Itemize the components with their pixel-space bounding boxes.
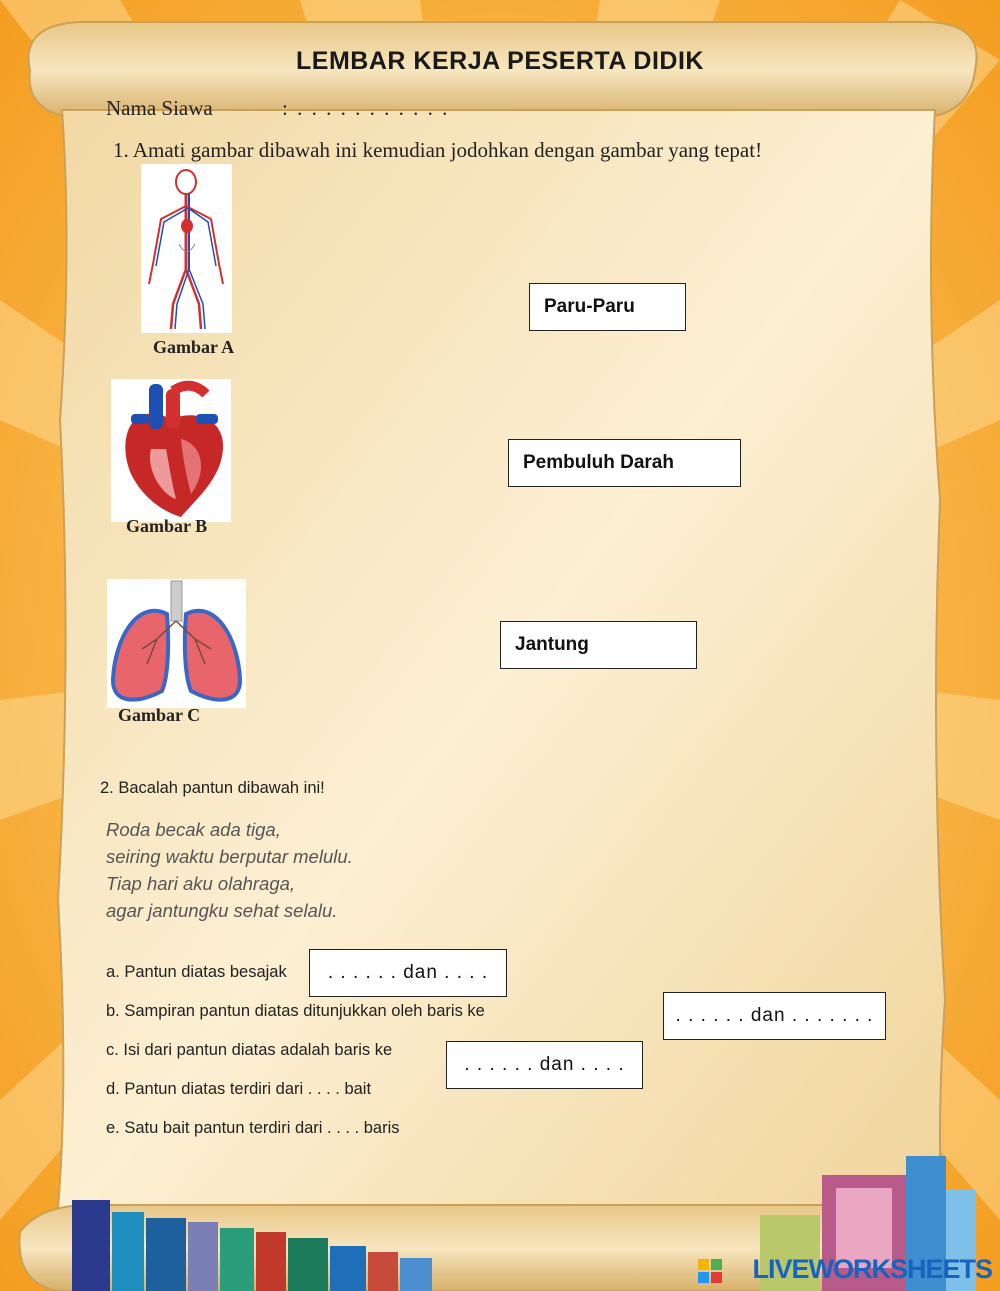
liveworksheets-logo-icon (698, 1259, 722, 1283)
caption-gambar-b: Gambar B (126, 516, 208, 536)
heart-icon[interactable] (111, 379, 231, 522)
poem-line: Tiap hari aku olahraga, (106, 873, 296, 894)
caption-gambar-c: Gambar C (118, 705, 201, 725)
question-item-c: c. Isi dari pantun diatas adalah baris ke (106, 1041, 393, 1059)
answer-blank-sampiran[interactable]: . . . . . . dan . . . . . . . (663, 992, 886, 1040)
poem-line: agar jantungku sehat selalu. (106, 900, 338, 921)
name-blank[interactable]: : . . . . . . . . . . . (282, 96, 450, 120)
answer-blank-isi[interactable]: . . . . . . dan . . . . (446, 1041, 643, 1089)
lungs-icon[interactable] (107, 579, 246, 708)
answer-box-paru-paru[interactable]: Paru-Paru (529, 283, 686, 331)
page-title: LEMBAR KERJA PESERTA DIDIK (296, 47, 704, 75)
question-1-prompt: 1. Amati gambar dibawah ini kemudian jodohkan dengan gambar yang tepat! (113, 138, 763, 162)
poem-line: seiring waktu berputar melulu. (106, 846, 353, 867)
liveworksheets-brand: LIVEWORKSHEETS (752, 1254, 992, 1284)
poem-line: Roda becak ada tiga, (106, 819, 281, 840)
question-item-d: d. Pantun diatas terdiri dari . . . . bait (106, 1080, 372, 1098)
pantun-poem (106, 816, 353, 924)
blood-vessels-icon[interactable] (141, 164, 232, 333)
answer-box-jantung[interactable]: Jantung (500, 621, 697, 669)
answer-box-pembuluh-darah[interactable]: Pembuluh Darah (508, 439, 741, 487)
question-item-a: a. Pantun diatas besajak (106, 963, 287, 981)
question-item-e: e. Satu bait pantun terdiri dari . . . . baris (106, 1119, 400, 1137)
question-item-b: b. Sampiran pantun diatas ditunjukkan oleh baris ke (106, 1002, 485, 1020)
question-2-prompt: 2. Bacalah pantun dibawah ini! (100, 779, 325, 797)
name-label: Nama Siawa (106, 96, 213, 120)
answer-blank-rhyme[interactable]: . . . . . . dan . . . . (309, 949, 507, 997)
caption-gambar-a: Gambar A (153, 337, 235, 357)
